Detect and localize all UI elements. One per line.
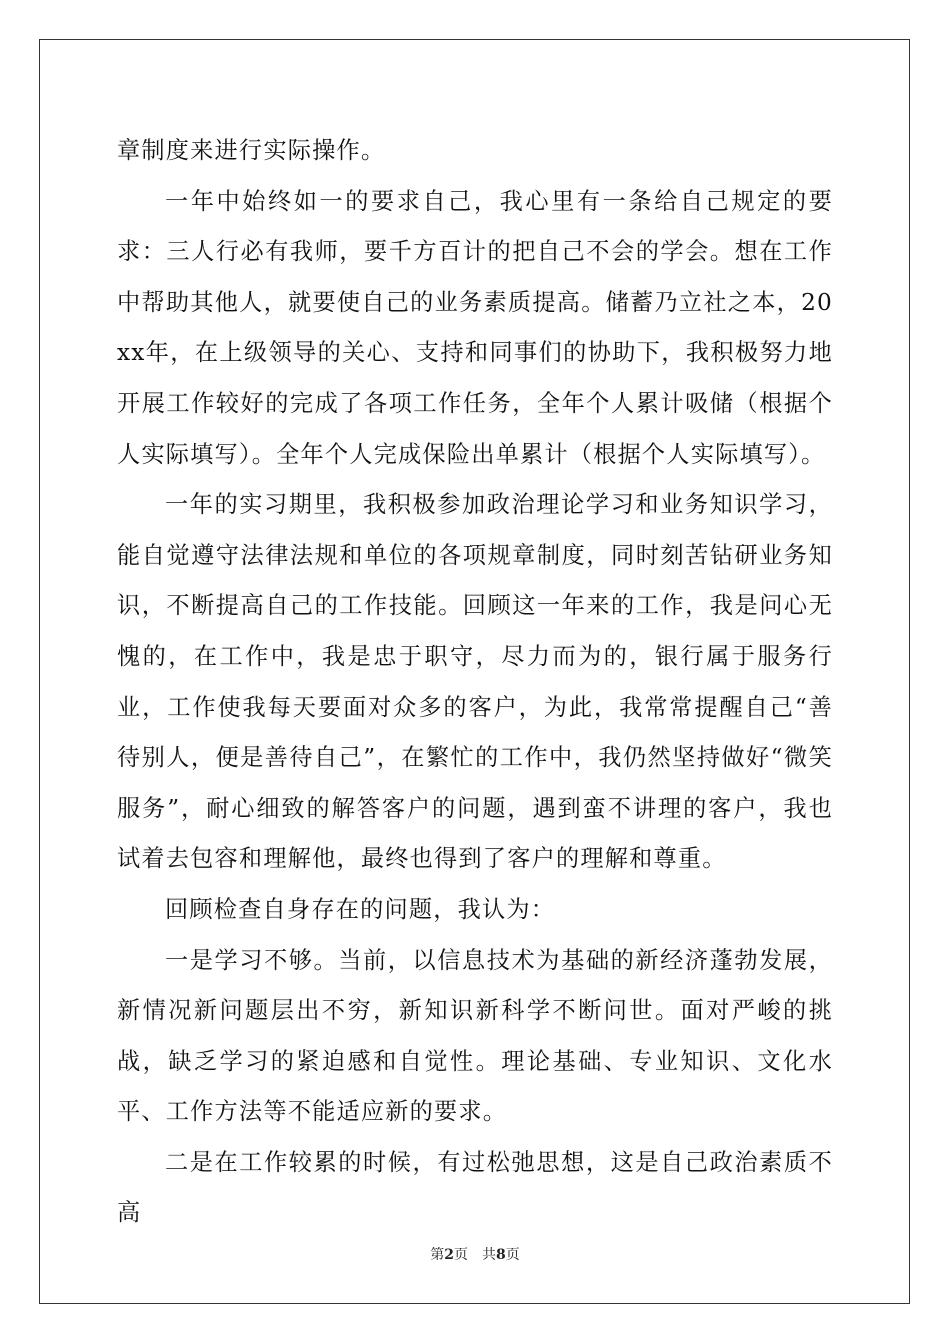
paragraph-1: 章制度来进行实际操作。	[117, 137, 386, 164]
footer-suffix: 页	[505, 1247, 520, 1263]
paragraph-5: 一是学习不够。当前，以信息技术为基础的新经济蓬勃发展，新情况新问题层出不穷，新知识新科学不断问世。面对严峻的挑战，缺乏学习的紧迫感和自觉性。理论基础、专业知识、文化水平、工作方法等不能适应新的要求。	[117, 946, 833, 1126]
footer-page-number: 2	[444, 1247, 454, 1263]
footer-middle: 页 共	[454, 1247, 496, 1263]
page-footer	[0, 1244, 950, 1264]
footer-total-pages: 8	[496, 1247, 506, 1263]
paragraph-4: 回顾检查自身存在的问题，我认为：	[165, 895, 556, 923]
paragraph-6: 二是在工作较累的时候，有过松弛思想，这是自己政治素质不高	[117, 1148, 833, 1227]
document-body	[117, 126, 833, 1239]
footer-prefix: 第	[430, 1247, 445, 1263]
paragraph-3: 一年的实习期里，我积极参加政治理论学习和业务知识学习，能自觉遵守法律法规和单位的各项规章制度，同时刻苦钻研业务知识，不断提高自己的工作技能。回顾这一年来的工作，我是问心无愧的，在工作中，我是忠于职守，尽力而为的，银行属于服务行业，工作使我每天要面对众多的客户，为此，我常常提醒自己“善待别人，便是善待自己”，在繁忙的工作中，我仍然坚持做好“微笑服务”，耐心细致的解答客户的问题，遇到蛮不讲理的客户，我也试着去包容和理解他，最终也得到了客户的理解和尊重。	[117, 491, 833, 873]
paragraph-2: 一年中始终如一的要求自己，我心里有一条给自己规定的要求：三人行必有我师，要千方百计的把自己不会的学会。想在工作中帮助其他人，就要使自己的业务素质提高。储蓄乃立社之本，20xx年，在上级领导的关心、支持和同事们的协助下，我积极努力地开展工作较好的完成了各项工作任务，全年个人累计吸储（根据个人实际填写）。全年个人完成保险出单累计（根据个人实际填写）。	[117, 187, 833, 468]
